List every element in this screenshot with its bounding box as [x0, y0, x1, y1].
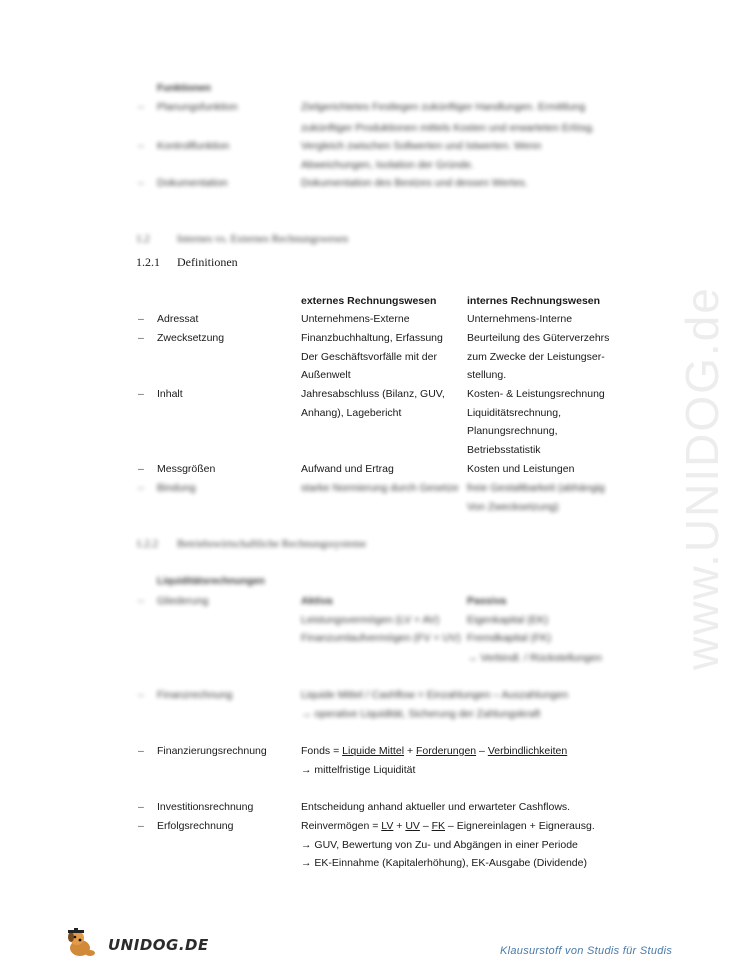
- cell-internal: Kosten- & Leistungsrechnung: [467, 388, 605, 400]
- cell-external: Unternehmens-Externe: [301, 313, 410, 325]
- aktiva-line: Leistungsvermögen (LV + AV): [301, 614, 440, 626]
- liquidity-heading: Liquiditätsrechnungen: [157, 576, 265, 587]
- cell-external: Finanzbuchhaltung, Erfassung: [301, 332, 443, 344]
- investition-text: Entscheidung anhand aktueller und erwarteter Cashflows.: [301, 801, 571, 813]
- row-label: Bindung: [157, 482, 196, 494]
- formula-operator: –: [476, 745, 488, 757]
- watermark-text: www.UNIDOG.de: [676, 286, 728, 670]
- aktiva-header: Aktiva: [301, 595, 333, 607]
- dash: –: [138, 820, 144, 832]
- row-label: Adressat: [157, 313, 199, 325]
- dash: –: [138, 313, 144, 325]
- cell-internal: Liquiditätsrechnung,: [467, 407, 561, 419]
- finanzierung-formula: [301, 745, 567, 757]
- aktiva-line: Finanzumlaufvermögen (FV + UV): [301, 632, 461, 644]
- formula-operator: +: [393, 820, 406, 832]
- column-header-external: externes Rechnungswesen: [301, 295, 437, 307]
- dash: –: [138, 801, 144, 813]
- formula-term: UV: [405, 820, 420, 832]
- formula-term: Liquide Mittel: [342, 745, 405, 757]
- function-term: Dokumentation: [157, 177, 228, 189]
- dash: –: [138, 482, 144, 494]
- function-desc: Zielgerichtetes Festlegen zukünftiger Handlungen. Ermittlung: [301, 101, 586, 113]
- dash: –: [138, 140, 144, 152]
- function-desc: Dokumentation des Bestzes und dessen Wertes.: [301, 177, 528, 189]
- passiva-line: Fremdkapital (FK): [467, 632, 552, 644]
- function-desc: Vergleich zwischen Sollwerten und Istwerten. Wenn: [301, 140, 542, 152]
- row-label: Messgrößen: [157, 463, 216, 475]
- function-desc: zukünftiger Produktionen mittels Kosten und erwarteten Erlösg.: [301, 122, 595, 134]
- footer-tagline: Klausurstoff von Studis für Studis: [500, 945, 673, 957]
- function-term: Kontrollfunktion: [157, 140, 230, 152]
- investition-label: Investitionsrechnung: [157, 801, 254, 813]
- passiva-line: → Verbindl. / Rückstellungen: [467, 652, 602, 664]
- section-title: Definitionen: [177, 255, 238, 269]
- erfolg-formula: [301, 820, 595, 832]
- section-title: Betriebswirtschaftliche Rechnungssysteme: [177, 538, 367, 550]
- column-header-internal: internes Rechnungswesen: [467, 295, 601, 307]
- passiva-line: Eigenkapital (EK): [467, 614, 549, 626]
- formula-text: Reinvermögen =: [301, 820, 382, 832]
- dog-mascot-icon: [66, 928, 102, 960]
- cell-external: Aufwand und Ertrag: [301, 463, 394, 475]
- cell-external: Anhang), Lagebericht: [301, 407, 402, 419]
- function-term: Planungsfunktion: [157, 101, 238, 113]
- dash: –: [138, 689, 144, 701]
- dash: –: [138, 101, 144, 113]
- functions-heading: Funktionen: [157, 83, 211, 94]
- finanzierung-label: Finanzierungsrechnung: [157, 745, 267, 757]
- finanzierung-note: → mittelfristige Liquidität: [301, 764, 416, 776]
- brand-name: UNIDOG.DE: [108, 936, 209, 954]
- finanz-line: Liquide Mittel / Cashflow = Einzahlungen – Auszahlungen: [301, 689, 569, 701]
- dash: –: [138, 388, 144, 400]
- section-number: 1.2: [136, 233, 150, 245]
- cell-internal: Kosten und Leistungen: [467, 463, 575, 475]
- erfolg-label: Erfolgsrechnung: [157, 820, 234, 832]
- formula-text: – Eignereinlagen + Eignerausg.: [445, 820, 595, 832]
- finanz-label: Finanzrechnung: [157, 689, 233, 701]
- formula-term: FK: [431, 820, 446, 832]
- section-number: 1.2.2: [136, 538, 158, 550]
- dash: –: [138, 595, 144, 607]
- cell-external: starke Normierung durch Gesetze: [301, 482, 459, 494]
- cell-internal: stellung.: [467, 369, 507, 381]
- gliederung-label: Gliederung: [157, 595, 209, 607]
- formula-term: Verbindlichkeiten: [487, 745, 568, 757]
- erfolg-note: → GUV, Bewertung von Zu- und Abgängen in einer Periode: [301, 839, 578, 851]
- cell-internal: zum Zwecke der Leistungser-: [467, 351, 605, 363]
- section-number: 1.2.1: [136, 255, 160, 269]
- dash: –: [138, 177, 144, 189]
- cell-internal: freie Gestaltbarkeit (abhängig: [467, 482, 605, 494]
- row-label: Zwecksetzung: [157, 332, 225, 344]
- dash: –: [138, 745, 144, 757]
- formula-operator: +: [404, 745, 416, 757]
- dash: –: [138, 463, 144, 475]
- formula-text: Fonds =: [301, 745, 343, 757]
- cell-external: Jahresabschluss (Bilanz, GUV,: [301, 388, 445, 400]
- cell-internal: Planungsrechnung,: [467, 425, 558, 437]
- cell-external: Außenwelt: [301, 369, 351, 381]
- cell-internal: Beurteilung des Güterverzehrs: [467, 332, 610, 344]
- function-desc: Abweichungen, Isolation der Gründe.: [301, 159, 474, 171]
- finanz-line: → operative Liquidität, Sicherung der Zahlungskraft: [301, 708, 541, 720]
- footer-logo: [66, 928, 209, 960]
- formula-operator: –: [419, 820, 432, 832]
- dash: –: [138, 332, 144, 344]
- row-label: Inhalt: [157, 388, 183, 400]
- cell-external: Der Geschäftsvorfälle mit der: [301, 351, 437, 363]
- cell-internal: Betriebsstatistik: [467, 444, 541, 456]
- formula-term: Forderungen: [416, 745, 477, 757]
- cell-internal: Von Zwecksetzung): [467, 501, 559, 513]
- passiva-header: Passiva: [467, 595, 507, 607]
- watermark: [580, 240, 750, 700]
- section-title: Internes vs. Externes Rechnungswesen: [177, 233, 349, 245]
- erfolg-note: → EK-Einnahme (Kapitalerhöhung), EK-Ausgabe (Dividende): [301, 857, 587, 869]
- formula-term: LV: [381, 820, 394, 832]
- cell-internal: Unternehmens-Interne: [467, 313, 573, 325]
